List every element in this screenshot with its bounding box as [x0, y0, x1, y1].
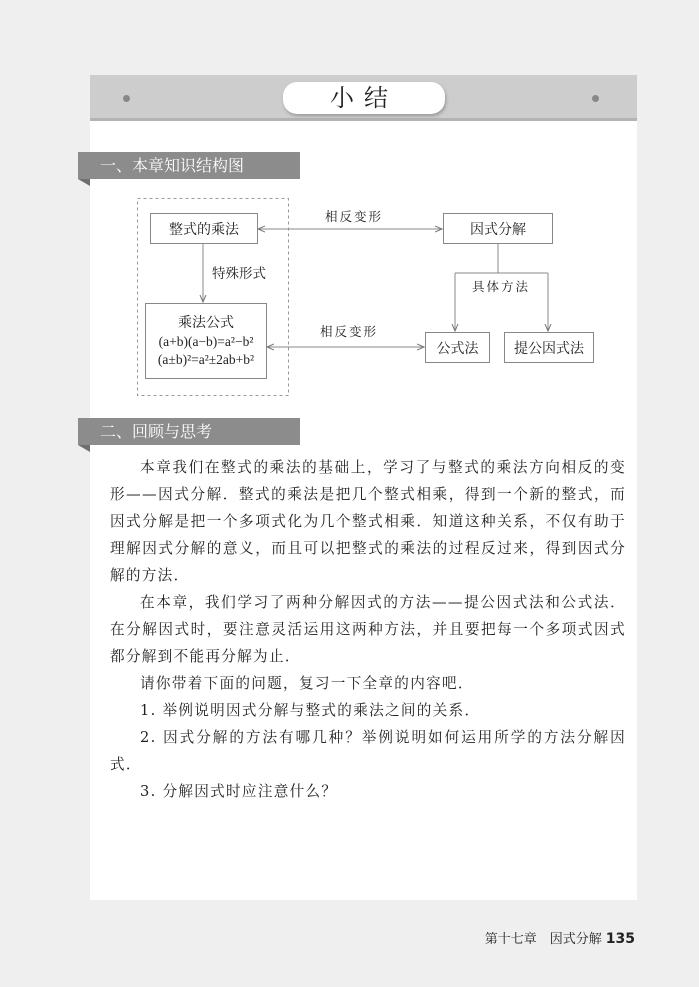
node-factorization: 因式分解: [443, 213, 553, 244]
node-common-factor-method: 提公因式法: [504, 332, 594, 363]
section-heading-structure: 一、本章知识结构图: [78, 152, 300, 179]
formula-difference-of-squares: (a+b)(a−b)=a²−b²: [158, 334, 254, 349]
question-2: 2. 因式分解的方法有哪几种？举例说明如何运用所学的方法分解因式．: [110, 729, 626, 773]
footer-chapter: 第十七章 因式分解: [484, 932, 602, 947]
formula-perfect-square: (a±b)²=a²±2ab+b²: [157, 352, 255, 367]
formulas-title: 乘法公式: [178, 315, 234, 331]
question-1: 1. 举例说明因式分解与整式的乘法之间的关系．: [140, 702, 481, 719]
label-inverse-bottom: 相反变形: [320, 324, 379, 339]
node-multiplication: 整式的乘法: [150, 213, 258, 244]
paragraph-2: 在本章，我们学习了两种分解因式的方法——提公因式法和公式法．在分解因式时，要注意灵活运用这两种方法，并且要把每一个多项式因式都分解到不能再分解为止．: [110, 594, 626, 665]
page-footer: [485, 928, 635, 947]
label-inverse-top: 相反变形: [325, 209, 384, 224]
node-multiplication-formulas: [145, 303, 267, 379]
page-number: 135: [605, 931, 635, 947]
label-specific-methods: 具体方法: [472, 279, 531, 294]
paragraph-1: 本章我们在整式的乘法的基础上，学习了与整式的乘法方向相反的变形——因式分解．整式的乘法是把几个整式相乘，得到一个新的整式，而因式分解是把一个多项式化为几个整式相乘．知道这种关系，不仅有助于理解因式分解的意义，而且可以把整式的乘法的过程反过来，得到因式分解的方法．: [110, 459, 626, 584]
paragraph-3: 请你带着下面的问题，复习一下全章的内容吧．: [140, 675, 474, 692]
label-special-form: 特殊形式: [212, 266, 266, 282]
page-title: 小结: [283, 82, 445, 114]
section-heading-review: 二、回顾与思考: [78, 418, 300, 445]
node-formula-method: 公式法: [425, 332, 490, 363]
question-3: 3. 分解因式时应注意什么？: [140, 783, 338, 800]
